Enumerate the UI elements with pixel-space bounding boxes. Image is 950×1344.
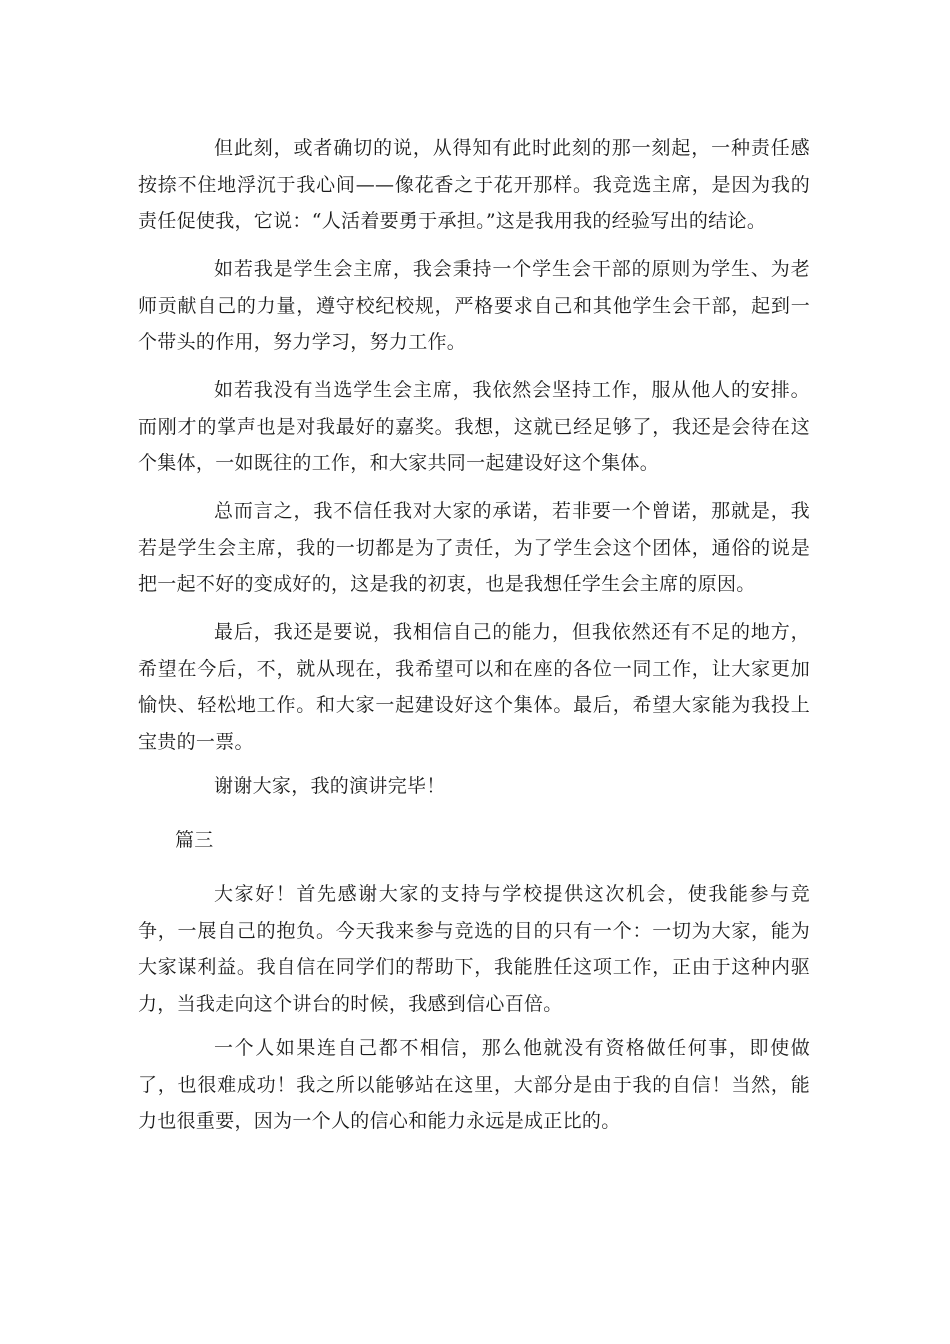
paragraph: 大家好！首先感谢大家的支持与学校提供这次机会，使我能参与竞争，一展自己的抱负。今天我来参与竞选的目的只有一个：一切为大家，能为大家谋利益。我自信在同学们的帮助下，我能胜任这项工作，正由于这种内驱力，当我走向这个讲台的时候，我感到信心百倍。 — [138, 883, 810, 1015]
paragraph: 如若我是学生会主席，我会秉持一个学生会干部的原则为学生、为老师贡献自己的力量，遵守校纪校规，严格要求自己和其他学生会干部，起到一个带头的作用，努力学习，努力工作。 — [138, 258, 810, 353]
paragraph: 总而言之，我不信任我对大家的承诺，若非要一个曾诺，那就是，我若是学生会主席，我的一切都是为了责任，为了学生会这个团体，通俗的说是把一起不好的变成好的，这是我的初衷，也是我想任学生会主席的原因。 — [138, 500, 810, 595]
paragraph: 一个人如果连自己都不相信，那么他就没有资格做任何事，即使做了，也很难成功！我之所以能够站在这里，大部分是由于我的自信！当然，能力也很重要，因为一个人的信心和能力永远是成正比的。 — [138, 1037, 810, 1132]
paragraph: 最后，我还是要说，我相信自己的能力，但我依然还有不足的地方，希望在今后，不，就从现在，我希望可以和在座的各位一同工作，让大家更加愉快、轻松地工作。和大家一起建设好这个集体。最后，希望大家能为我投上宝贵的一票。 — [138, 621, 810, 753]
paragraph: 但此刻，或者确切的说，从得知有此时此刻的那一刻起，一种责任感按捺不住地浮沉于我心间——像花香之于花开那样。我竞选主席，是因为我的责任促使我，它说：“人活着要勇于承担。”这是我用我的经验写出的结论。 — [138, 137, 810, 232]
closing-line: 谢谢大家，我的演讲完毕！ — [214, 775, 446, 797]
paragraph: 如若我没有当选学生会主席，我依然会坚持工作，服从他人的安排。而刚才的掌声也是对我最好的嘉奖。我想，这就已经足够了，我还是会待在这个集体，一如既往的工作，和大家共同一起建设好这个集体。 — [138, 379, 810, 474]
section-heading: 篇三 — [175, 829, 214, 851]
